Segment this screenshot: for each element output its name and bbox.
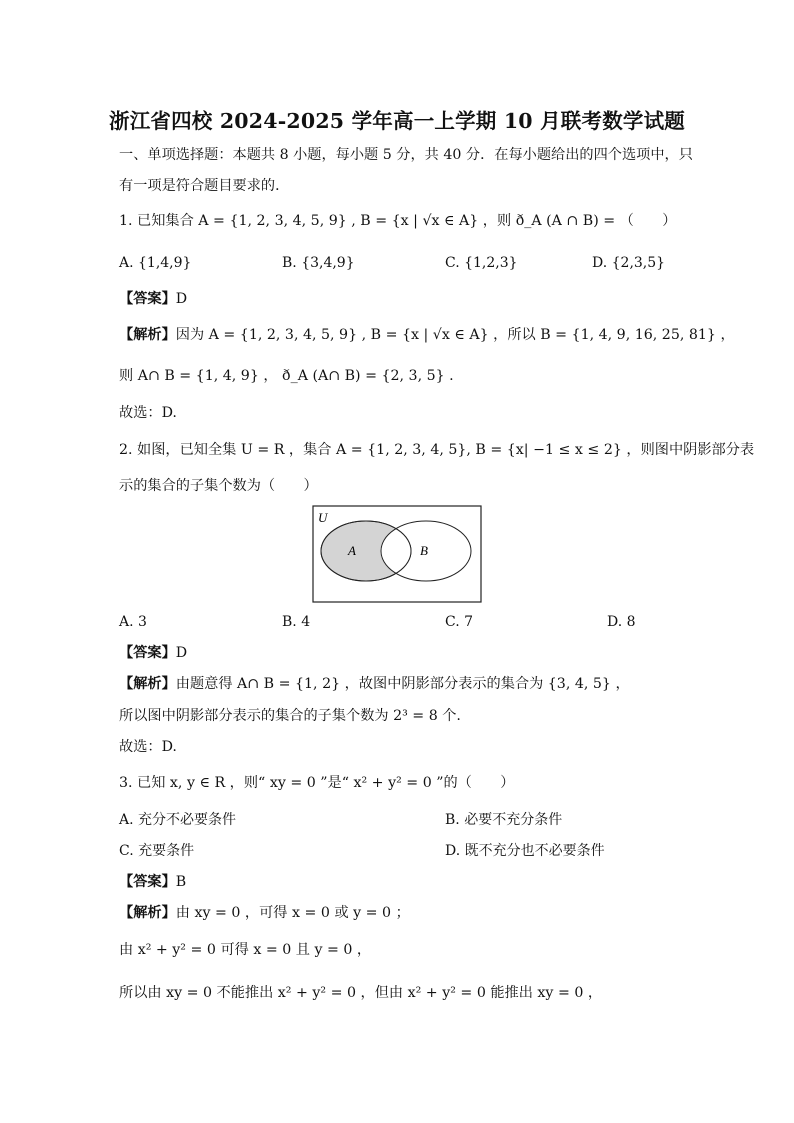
universe-label: U [318, 510, 328, 525]
analysis-label: 【解析】 [119, 676, 176, 692]
question-1-stem: 1. 已知集合 A = {1, 2, 3, 4, 5, 9} , B = {x | √x ∈ A} ，则 ð_A (A ∩ B) = （ ） [119, 213, 677, 229]
answer-label: 【答案】 [119, 645, 176, 661]
question-3-analysis-1 [119, 903, 410, 923]
question-3-stem: 3. 已知 x, y ∈ R ，则“ xy = 0 ”是“ x² + y² = 0 ”的（ ） [119, 775, 515, 791]
question-2-conclusion: 故选：D. [119, 739, 177, 755]
question-2-stem-line1: 2. 如图，已知全集 U = R ，集合 A = {1, 2, 3, 4, 5}, B = {x| −1 ≤ x ≤ 2} ，则图中阴影部分表 [119, 442, 755, 458]
question-1-answer [119, 289, 187, 309]
question-3-option-a: A. 充分不必要条件 [119, 812, 237, 828]
question-1-option-c: C. {1,2,3} [445, 255, 518, 271]
question-3-analysis-3: 所以由 xy = 0 不能推出 x² + y² = 0 ，但由 x² + y² = 0 能推出 xy = 0 ， [119, 985, 603, 1001]
question-3-option-d: D. 既不充分也不必要条件 [445, 843, 605, 859]
section-header-line2: 有一项是符合题目要求的． [119, 178, 290, 194]
question-1-option-d: D. {2,3,5} [592, 255, 666, 271]
question-2-option-c: C. 7 [445, 614, 474, 630]
answer-value: D [175, 291, 188, 307]
answer-label: 【答案】 [119, 874, 176, 890]
question-2-option-a: A. 3 [119, 614, 147, 630]
analysis-text: 因为 A = {1, 2, 3, 4, 5, 9} , B = {x | √x ∈ A} ，所以 B = {1, 4, 9, 16, 25, 81} ， [175, 327, 735, 343]
question-1-analysis-2: 则 A∩ B = {1, 4, 9} ， ð_A (A∩ B) = {2, 3, 5} . [119, 368, 454, 384]
section-header-line1: 一、单项选择题：本题共 8 小题，每小题 5 分，共 40 分．在每小题给出的四个选项中，只 [119, 147, 693, 163]
set-a-label: A [348, 543, 356, 558]
answer-value: B [175, 874, 187, 890]
analysis-label: 【解析】 [119, 327, 176, 343]
set-b-label: B [420, 543, 428, 558]
question-1-conclusion: 故选：D. [119, 405, 177, 421]
question-1-option-a: A. {1,4,9} [119, 255, 192, 271]
analysis-text: 由题意得 A∩ B = {1, 2} ，故图中阴影部分表示的集合为 {3, 4, 5} ， [175, 676, 630, 692]
question-2-stem-line2: 示的集合的子集个数为（ ） [119, 478, 318, 494]
answer-label: 【答案】 [119, 291, 176, 307]
question-2-option-d: D. 8 [607, 614, 636, 630]
analysis-label: 【解析】 [119, 905, 176, 921]
venn-diagram [312, 505, 482, 603]
answer-value: D [175, 645, 188, 661]
question-3-option-c: C. 充要条件 [119, 843, 195, 859]
question-3-answer [119, 872, 186, 892]
question-2-option-b: B. 4 [282, 614, 311, 630]
question-3-option-b: B. 必要不充分条件 [445, 812, 563, 828]
question-2-answer [119, 643, 187, 663]
page-title: 浙江省四校 2024-2025 学年高一上学期 10 月联考数学试题 [109, 109, 685, 133]
question-2-analysis-2: 所以图中阴影部分表示的集合的子集个数为 2³ = 8 个. [119, 708, 461, 724]
question-1-option-b: B. {3,4,9} [282, 255, 355, 271]
question-2-analysis-1 [119, 674, 630, 694]
analysis-text: 由 xy = 0 ，可得 x = 0 或 y = 0 ； [175, 905, 410, 921]
question-3-analysis-2: 由 x² + y² = 0 可得 x = 0 且 y = 0 ， [119, 942, 372, 958]
question-1-analysis-1 [119, 325, 735, 345]
